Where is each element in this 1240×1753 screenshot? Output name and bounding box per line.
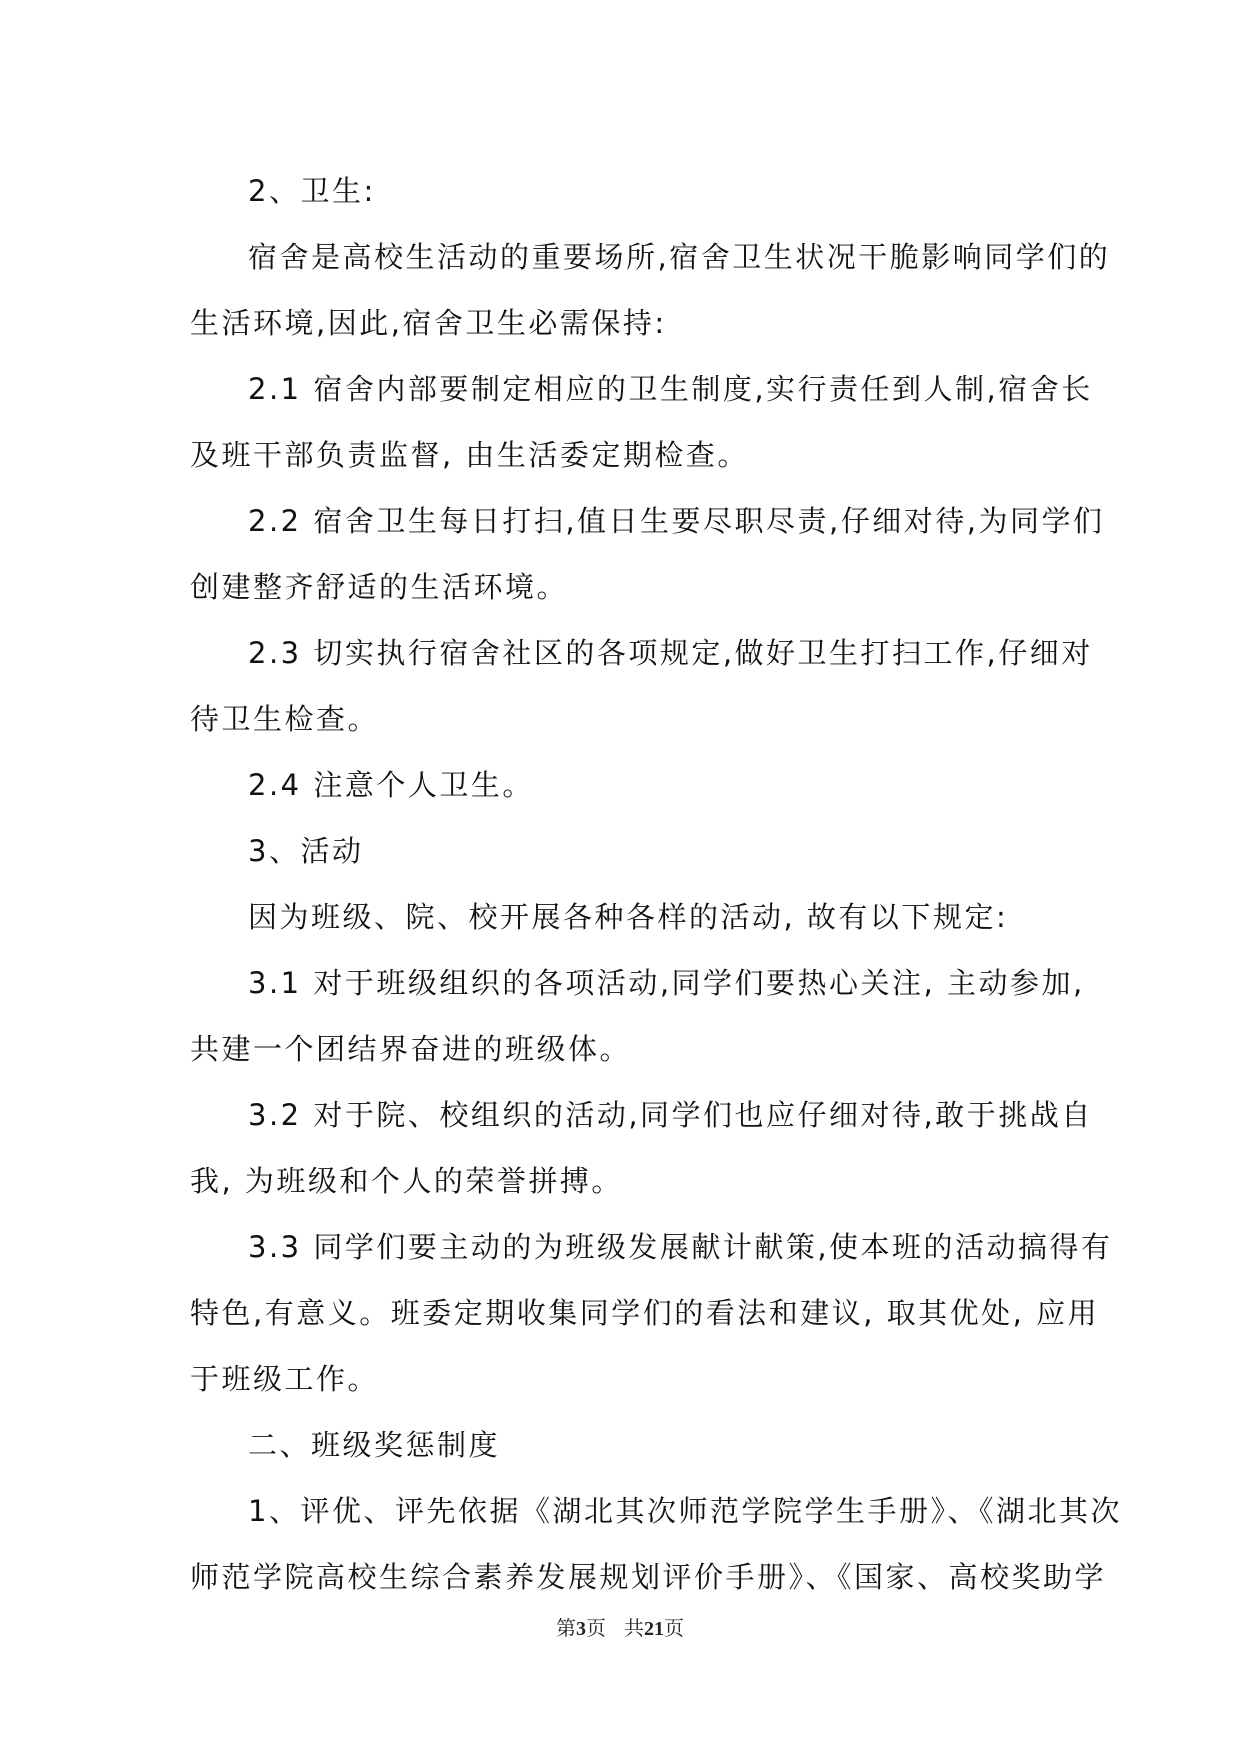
page-footer: [0, 1612, 1240, 1641]
paragraph-line: 1、评优、评先依据《湖北其次师范学院学生手册》、《湖北其次: [248, 1494, 1122, 1528]
total-prefix: 共: [624, 1616, 644, 1640]
page-suffix: 页: [586, 1616, 606, 1640]
total-suffix: 页: [664, 1616, 684, 1640]
paragraph-line: 因为班级、院、校开展各种各样的活动, 故有以下规定:: [248, 900, 1009, 934]
section-heading: 二、班级奖惩制度: [248, 1428, 501, 1462]
paragraph-line: 生活环境,因此,宿舍卫生必需保持:: [190, 306, 667, 340]
page-prefix: 第: [556, 1616, 576, 1640]
paragraph-line: 待卫生检查。: [190, 702, 380, 736]
paragraph-line: 特色,有意义。班委定期收集同学们的看法和建议, 取其优处, 应用: [190, 1296, 1100, 1330]
paragraph-line: 共建一个团结界奋进的班级体。: [190, 1032, 632, 1066]
paragraph-line: 于班级工作。: [190, 1362, 380, 1396]
paragraph-line: 2.4 注意个人卫生。: [248, 768, 534, 802]
paragraph-line: 3.1 对于班级组织的各项活动,同学们要热心关注, 主动参加,: [248, 966, 1085, 1000]
paragraph-line: 3.2 对于院、校组织的活动,同学们也应仔细对待,敢于挑战自: [248, 1098, 1093, 1132]
paragraph-line: 2.3 切实执行宿舍社区的各项规定,做好卫生打扫工作,仔细对: [248, 636, 1093, 670]
paragraph-line: 师范学院高校生综合素养发展规划评价手册》、《国家、高校奖助学: [190, 1560, 1107, 1594]
paragraph-line: 2、卫生:: [248, 174, 376, 208]
paragraph-line: 2.2 宿舍卫生每日打扫,值日生要尽职尽责,仔细对待,为同学们: [248, 504, 1105, 538]
paragraph-line: 我, 为班级和个人的荣誉拼搏。: [190, 1164, 623, 1198]
page-number: 3: [576, 1618, 586, 1640]
section-heading: 3、活动: [248, 834, 364, 868]
paragraph-line: 及班干部负责监督, 由生活委定期检查。: [190, 438, 749, 472]
paragraph-line: 3.3 同学们要主动的为班级发展献计献策,使本班的活动搞得有: [248, 1230, 1113, 1264]
document-body: [190, 158, 1122, 1610]
total-pages: 21: [644, 1618, 664, 1640]
paragraph-line: 宿舍是高校生活动的重要场所,宿舍卫生状况干脆影响同学们的: [248, 240, 1111, 274]
paragraph-line: 创建整齐舒适的生活环境。: [190, 570, 569, 604]
paragraph-line: 2.1 宿舍内部要制定相应的卫生制度,实行责任到人制,宿舍长: [248, 372, 1093, 406]
